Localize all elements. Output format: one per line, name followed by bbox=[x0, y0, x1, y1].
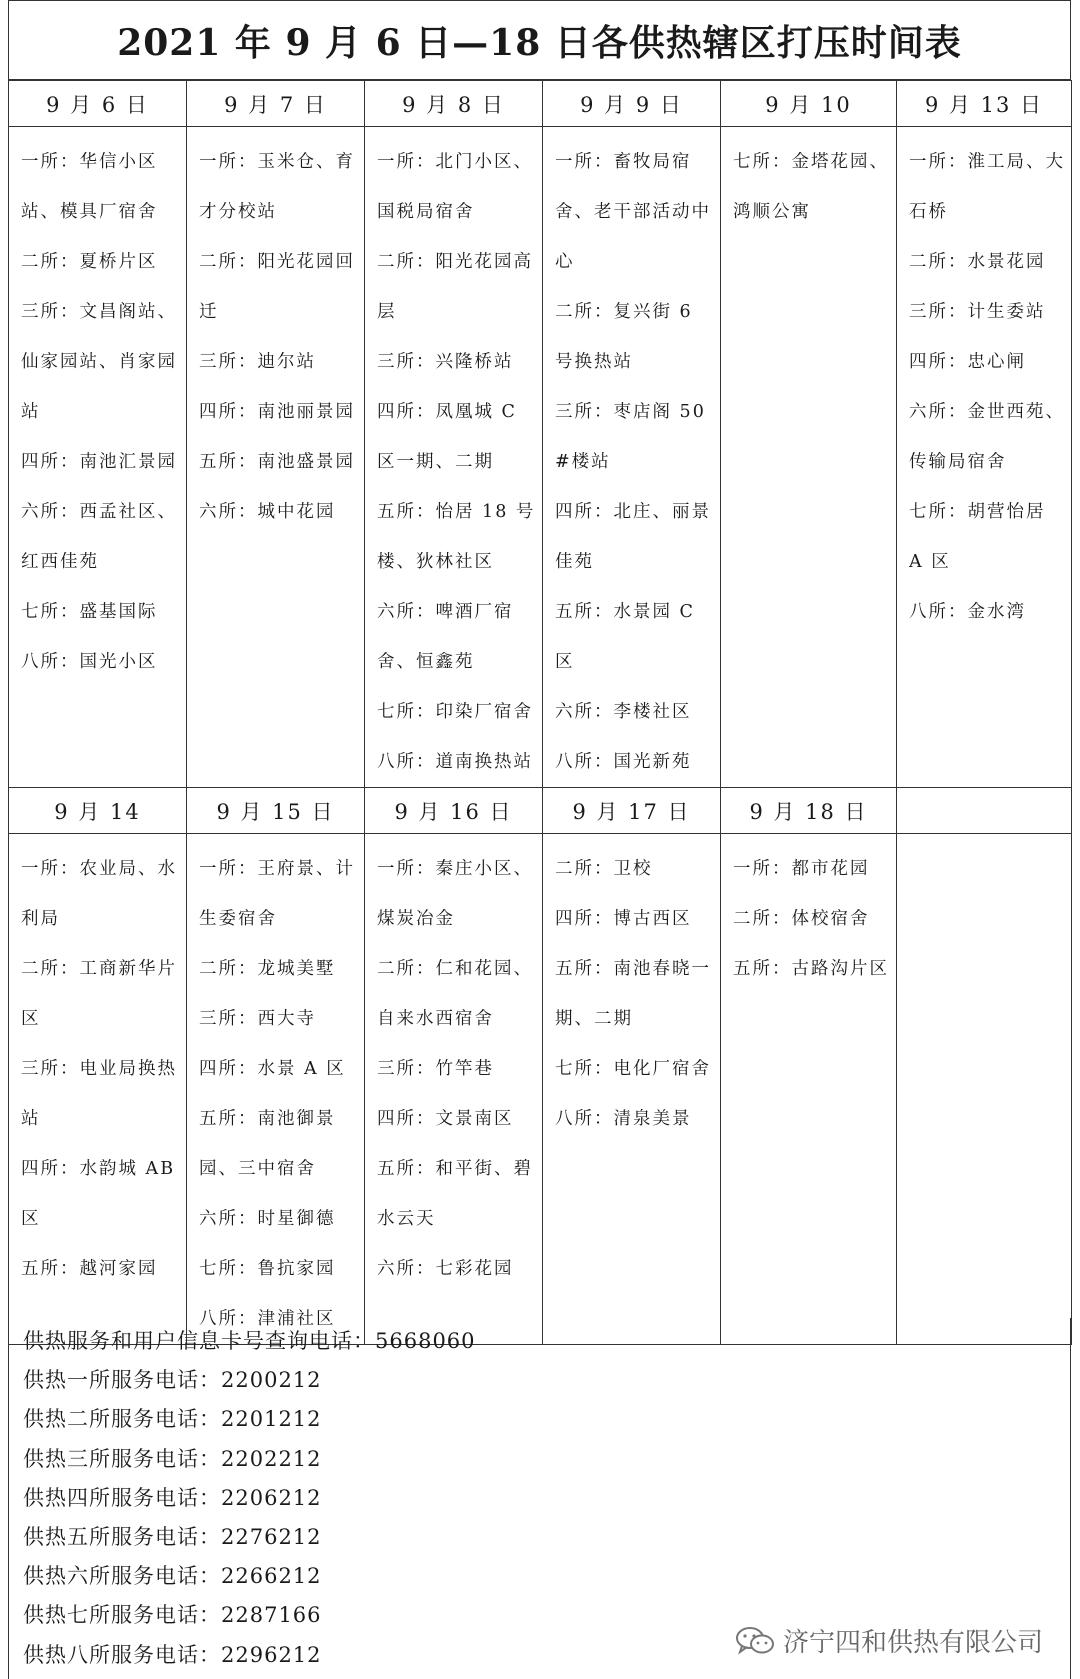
wechat-icon bbox=[735, 1626, 775, 1656]
district-entry: 三所：迪尔站 bbox=[199, 352, 316, 372]
district-cell bbox=[187, 127, 365, 788]
district-entry: 七所：印染厂宿舍 bbox=[377, 702, 533, 722]
district-cell bbox=[721, 127, 897, 788]
service-phone-line: 供热八所服务电话：2296212 bbox=[23, 1642, 322, 1667]
district-entry: 八所：国光小区 bbox=[21, 652, 158, 672]
district-entry: 七所：电化厂宿舍 bbox=[555, 1059, 711, 1079]
district-cell bbox=[187, 834, 365, 1345]
district-entry: 五所：和平街、碧水云天 bbox=[377, 1159, 533, 1229]
district-entry: 七所：盛基国际 bbox=[21, 602, 158, 622]
district-entry: 二所：水景花园 bbox=[909, 252, 1046, 272]
district-entry: 五所：古路沟片区 bbox=[733, 959, 889, 979]
date-header: 9 月 14 bbox=[9, 788, 187, 834]
district-entry: 一所：王府景、计生委宿舍 bbox=[199, 859, 355, 929]
date-header: 9 月 17 日 bbox=[543, 788, 721, 834]
district-entry: 一所：北门小区、国税局宿舍 bbox=[377, 152, 533, 222]
district-cell bbox=[9, 834, 187, 1345]
service-phone-line: 供热二所服务电话：2201212 bbox=[23, 1407, 322, 1432]
district-entry: 四所：南池汇景园 bbox=[21, 452, 177, 472]
district-cell bbox=[897, 127, 1072, 788]
district-entry: 四所：水景 A 区 bbox=[199, 1059, 346, 1079]
district-entry: 一所：淮工局、大石桥 bbox=[909, 152, 1065, 222]
service-phone-line: 供热三所服务电话：2202212 bbox=[23, 1446, 322, 1471]
district-entry: 七所：金塔花园、鸿顺公寓 bbox=[733, 152, 889, 222]
date-header: 9 月 16 日 bbox=[365, 788, 543, 834]
district-entry: 二所：夏桥片区 bbox=[21, 252, 158, 272]
date-header: 9 月 9 日 bbox=[543, 81, 721, 127]
district-entry: 八所：金水湾 bbox=[909, 602, 1026, 622]
watermark bbox=[735, 1622, 1043, 1659]
service-phone-line: 供热六所服务电话：2266212 bbox=[23, 1564, 322, 1589]
service-phone-line: 供热一所服务电话：2200212 bbox=[23, 1368, 322, 1393]
district-cell bbox=[543, 127, 721, 788]
district-cell bbox=[9, 127, 187, 788]
district-entry: 二所：体校宿舍 bbox=[733, 909, 870, 929]
district-entry: 八所：清泉美景 bbox=[555, 1109, 692, 1129]
district-entry: 一所：华信小区站、模具厂宿舍 bbox=[21, 152, 158, 222]
header-row-2 bbox=[9, 788, 1072, 834]
district-entry: 四所：南池丽景园 bbox=[199, 402, 355, 422]
district-entry: 八所：道南换热站 bbox=[377, 752, 533, 772]
district-entry: 五所：越河家园 bbox=[21, 1259, 158, 1279]
district-entry: 二所：工商新华片区 bbox=[21, 959, 177, 1029]
district-entry: 四所：文景南区 bbox=[377, 1109, 514, 1129]
district-entry: 三所：文昌阁站、仙家园站、肖家园站 bbox=[21, 302, 177, 422]
body-row-2 bbox=[9, 834, 1072, 1345]
district-entry: 二所：卫校 bbox=[555, 859, 653, 879]
date-header: 9 月 6 日 bbox=[9, 81, 187, 127]
district-cell bbox=[897, 834, 1072, 1345]
district-entry: 六所：城中花园 bbox=[199, 502, 336, 522]
body-row-1 bbox=[9, 127, 1072, 788]
date-header: 9 月 13 日 bbox=[897, 81, 1072, 127]
district-entry: 三所：兴隆桥站 bbox=[377, 352, 514, 372]
district-entry: 一所：都市花园 bbox=[733, 859, 870, 879]
district-entry: 六所：金世西苑、传输局宿舍 bbox=[909, 402, 1065, 472]
district-entry: 一所：农业局、水利局 bbox=[21, 859, 177, 929]
district-cell bbox=[365, 834, 543, 1345]
district-cell bbox=[543, 834, 721, 1345]
district-cell bbox=[365, 127, 543, 788]
district-entry: 五所：南池御景园、三中宿舍 bbox=[199, 1109, 336, 1179]
district-entry: 四所：凤凰城 C 区一期、二期 bbox=[377, 402, 517, 472]
district-entry: 四所：忠心闸 bbox=[909, 352, 1026, 372]
schedule-page bbox=[8, 0, 1073, 1679]
district-entry: 二所：阳光花园回迁 bbox=[199, 252, 355, 322]
district-entry: 六所：西孟社区、红西佳苑 bbox=[21, 502, 177, 572]
district-entry: 六所：七彩花园 bbox=[377, 1259, 514, 1279]
date-header: 9 月 7 日 bbox=[187, 81, 365, 127]
district-entry: 八所：国光新苑 bbox=[555, 752, 692, 772]
watermark-text: 济宁四和供热有限公司 bbox=[782, 1628, 1043, 1658]
service-phone-line: 供热服务和用户信息卡号查询电话：5668060 bbox=[23, 1329, 476, 1353]
district-entry: 二所：龙城美墅 bbox=[199, 959, 336, 979]
district-entry: 三所：电业局换热站 bbox=[21, 1059, 177, 1129]
date-header: 9 月 8 日 bbox=[365, 81, 543, 127]
district-entry: 三所：竹竿巷 bbox=[377, 1059, 494, 1079]
district-entry: 三所：西大寺 bbox=[199, 1009, 316, 1029]
district-entry: 一所：畜牧局宿舍、老干部活动中心 bbox=[555, 152, 711, 272]
date-header: 9 月 18 日 bbox=[721, 788, 897, 834]
district-entry: 三所：计生委站 bbox=[909, 302, 1046, 322]
district-entry: 四所：北庄、丽景佳苑 bbox=[555, 502, 711, 572]
date-header: 9 月 10 bbox=[721, 81, 897, 127]
district-entry: 三所：枣店阁 50#楼站 bbox=[555, 402, 706, 472]
service-phone-line: 供热七所服务电话：2287166 bbox=[23, 1603, 322, 1628]
district-cell bbox=[721, 834, 897, 1345]
header-row-1 bbox=[9, 81, 1072, 127]
district-entry: 六所：时星御德 bbox=[199, 1209, 336, 1229]
service-phone-line: 供热五所服务电话：2276212 bbox=[23, 1525, 322, 1550]
district-entry: 五所：南池盛景园 bbox=[199, 452, 355, 472]
district-entry: 一所：玉米仓、育才分校站 bbox=[199, 152, 355, 222]
district-entry: 二所：复兴街 6 号换热站 bbox=[555, 302, 693, 372]
district-entry: 六所：啤酒厂宿舍、恒鑫苑 bbox=[377, 602, 514, 672]
district-entry: 五所：水景园 C 区 bbox=[555, 602, 695, 672]
district-entry: 七所：胡营怡居 A 区 bbox=[909, 502, 1046, 572]
district-entry: 四所：博古西区 bbox=[555, 909, 692, 929]
date-header: 9 月 15 日 bbox=[187, 788, 365, 834]
page-title: 2021 年 9 月 6 日—18 日各供热辖区打压时间表 bbox=[8, 0, 1071, 80]
district-entry: 五所：南池春晓一期、二期 bbox=[555, 959, 711, 1029]
district-entry: 四所：水韵城 AB 区 bbox=[21, 1159, 176, 1229]
district-entry: 二所：阳光花园高层 bbox=[377, 252, 533, 322]
district-entry: 六所：李楼社区 bbox=[555, 702, 692, 722]
service-phone-line: 供热四所服务电话：2206212 bbox=[23, 1485, 322, 1510]
district-entry: 五所：怡居 18 号楼、狄林社区 bbox=[377, 502, 536, 572]
date-header bbox=[897, 788, 1072, 834]
schedule-table bbox=[8, 80, 1072, 1345]
district-entry: 二所：仁和花园、自来水西宿舍 bbox=[377, 959, 533, 1029]
district-entry: 七所：鲁抗家园 bbox=[199, 1259, 336, 1279]
district-entry: 八所：津浦社区 bbox=[199, 1309, 336, 1329]
district-entry: 一所：秦庄小区、煤炭冶金 bbox=[377, 859, 533, 929]
